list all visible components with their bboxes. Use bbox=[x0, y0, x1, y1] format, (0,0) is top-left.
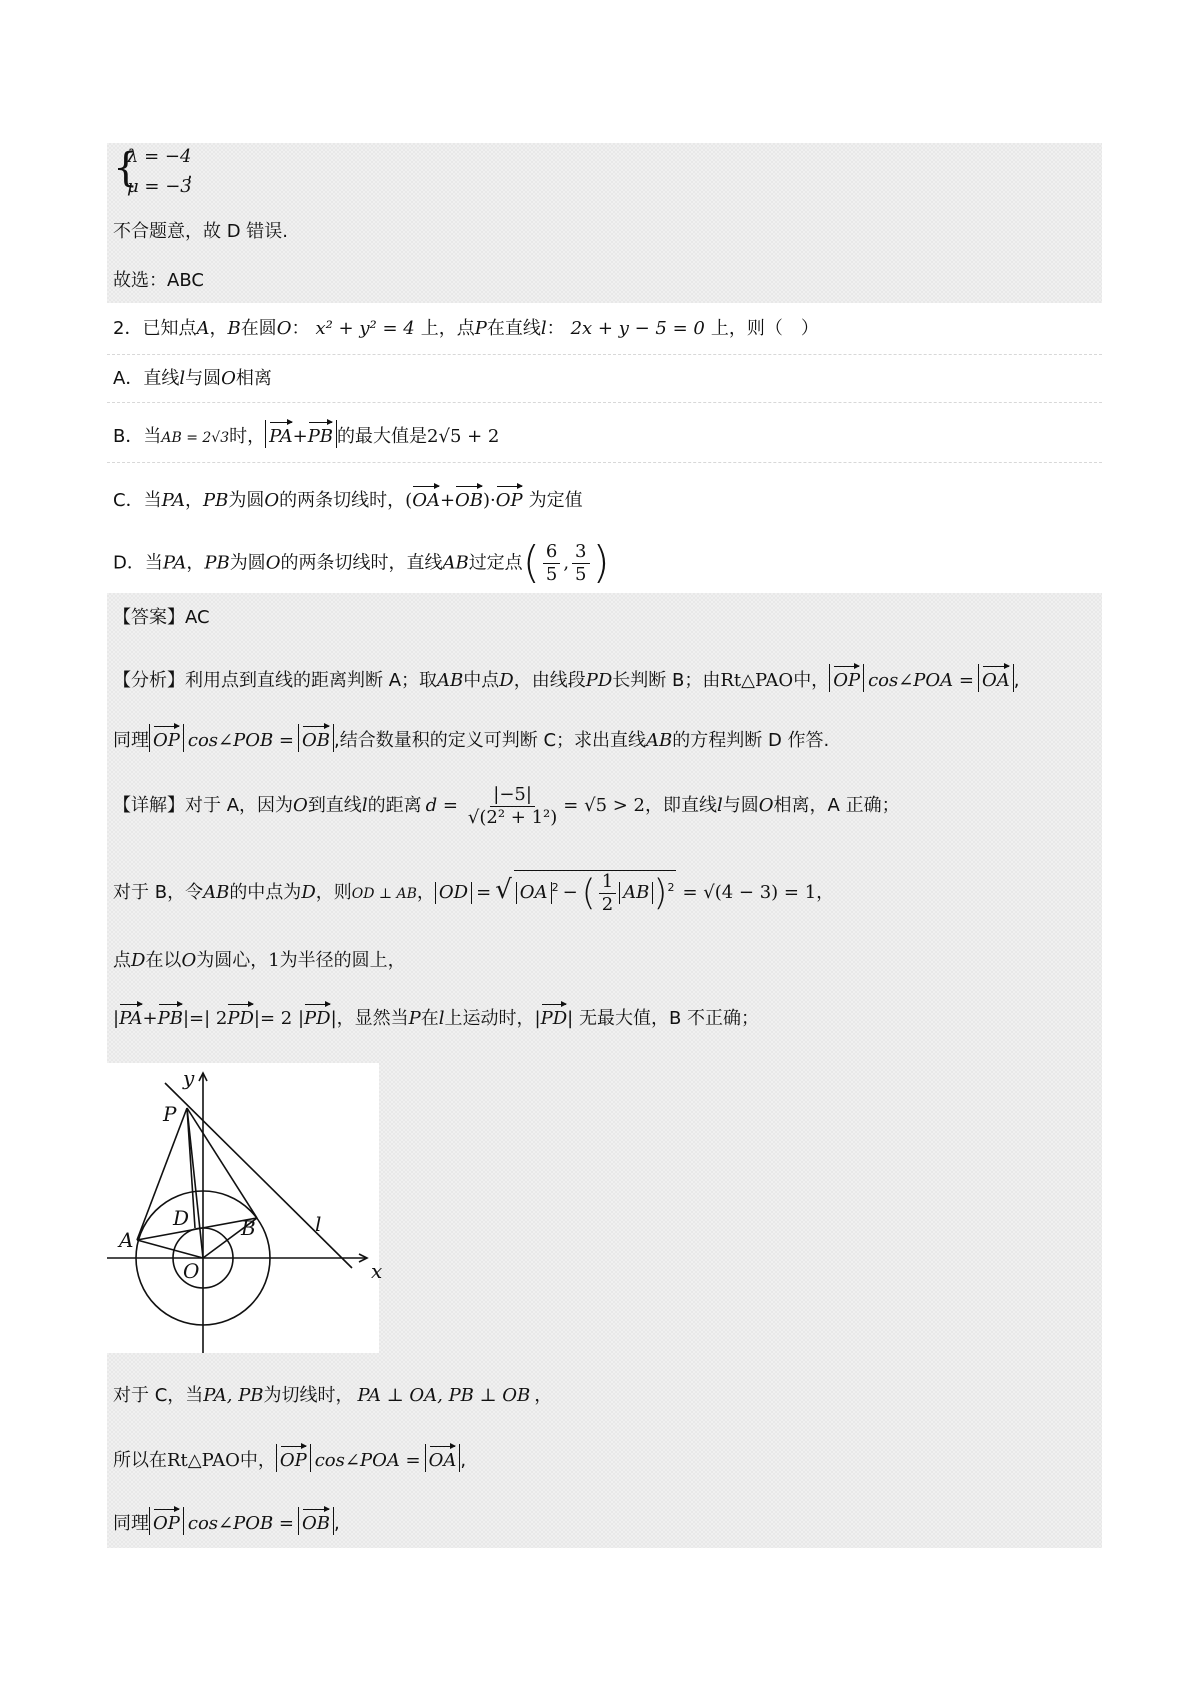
option-text: 的两条切线时，直线 bbox=[280, 552, 443, 574]
fraction-y: $\frac{3}{5}$ bbox=[572, 541, 589, 585]
plus: + bbox=[439, 490, 456, 511]
option-text: 当 bbox=[143, 490, 162, 511]
option-text: 相离 bbox=[235, 368, 272, 389]
option-text: 的最大值是 bbox=[337, 426, 428, 447]
analysis-line-1: 【分析】利用点到直线的距离判断 A；取AB中点D，由线段PD长判断 B；由Rt△PAO中， OP cos∠POA = OA , bbox=[113, 664, 1019, 692]
line-l: l bbox=[540, 318, 547, 339]
option-text: 为圆 bbox=[228, 490, 265, 511]
label-y: y bbox=[183, 1066, 195, 1090]
condition: AB = 2√3 bbox=[161, 430, 230, 446]
chord-AB bbox=[137, 1218, 257, 1240]
option-text: 时， bbox=[229, 426, 266, 447]
stem-text: 上，则（ ） bbox=[710, 318, 819, 339]
option-A bbox=[113, 368, 272, 390]
detail-vector-sum: |PA+PB|=| 2PD|= 2 |PD|，显然当P在l上运动时，|PD| 无最大值，B 不正确； bbox=[113, 1002, 759, 1030]
detail-B: 对于 B，令AB的中点为D，则OD ⊥ AB， OD = √ OA $^2$ − ( $\frac{1}{2}$ AB )$^2$ = √(4 − 3) = 1， bbox=[113, 871, 835, 915]
detail-C-3: 同理 OP cos∠POB = OB , bbox=[113, 1507, 340, 1535]
stem-text: 上，点 bbox=[420, 318, 475, 339]
detail-circle: 点D在以O为圆心，1为半径的圆上， bbox=[113, 950, 406, 971]
stem-text: 在圆 bbox=[240, 318, 277, 339]
option-text: 的两条切线时， bbox=[279, 490, 406, 511]
system-mu: μ = −3 bbox=[127, 176, 192, 197]
vector-OP: OP bbox=[496, 484, 523, 512]
vector-OA: OA bbox=[412, 484, 440, 512]
option-text: ， bbox=[185, 490, 204, 511]
point-B: B bbox=[227, 318, 241, 339]
label-D: D bbox=[173, 1206, 190, 1230]
segment-PB: PB bbox=[204, 552, 230, 574]
segment-PA: PA bbox=[161, 490, 186, 511]
stem-text: ： bbox=[546, 318, 565, 339]
system-lambda: λ = −4 bbox=[127, 146, 192, 167]
paren: ( bbox=[405, 490, 413, 511]
option-label: B． bbox=[113, 426, 144, 447]
option-D: D．当PA，PB为圆O的两条切线时，直线AB过定点( $\frac{6}{5}$ , $\frac{3}{5}$ ) bbox=[113, 537, 610, 588]
line-equation: 2x + y − 5 = 0 bbox=[570, 318, 705, 339]
option-text: 过定点 bbox=[468, 552, 523, 574]
fraction-x: $\frac{6}{5}$ bbox=[543, 541, 560, 585]
stem-text: 已知点 bbox=[142, 318, 197, 339]
point-P: P bbox=[474, 318, 487, 339]
option-B bbox=[113, 420, 499, 448]
vector-PB: PB bbox=[308, 420, 333, 448]
option-text: 当 bbox=[143, 426, 162, 447]
brace: { bbox=[113, 145, 139, 191]
circle-equation: x² + y² = 4 bbox=[315, 318, 415, 339]
stem-text: ： bbox=[291, 318, 310, 339]
prev-choice: 故选：ABC bbox=[113, 270, 204, 291]
divider bbox=[107, 354, 1102, 355]
vector-OB: OB bbox=[455, 484, 483, 512]
option-text: 为圆 bbox=[229, 552, 266, 574]
circle-O: O bbox=[265, 552, 281, 574]
label-x: x bbox=[371, 1259, 383, 1283]
answer-value: AC bbox=[185, 607, 210, 628]
analysis-text: 利用点到直线的距离判断 A；取 bbox=[185, 670, 438, 691]
option-label: A． bbox=[113, 368, 144, 389]
detail-A: 【详解】对于 A，因为O到直线l的距离 d = $\frac{|-5|}{\text{√(2² + 1²)}}$ = √5 > 2，即直线l与圆O相离，A 正确； bbox=[113, 784, 900, 828]
detail-C-1: 对于 C，当PA, PB为切线时， PA ⊥ OA, PB ⊥ OB ， bbox=[113, 1385, 553, 1406]
point-A: A bbox=[196, 318, 210, 339]
segment-OA bbox=[137, 1240, 203, 1258]
question-number: 2． bbox=[113, 318, 143, 339]
option-text: ， bbox=[186, 552, 205, 574]
option-text: 与圆 bbox=[185, 368, 222, 389]
option-C bbox=[113, 484, 583, 512]
circle-O: O bbox=[264, 490, 280, 511]
system-comma: , bbox=[187, 162, 193, 183]
label-B: B bbox=[241, 1216, 256, 1240]
figure-svg bbox=[107, 1063, 383, 1353]
geometry-figure bbox=[107, 1063, 383, 1353]
divider bbox=[107, 402, 1102, 403]
detail-C-2: 所以在Rt△PAO中， OP cos∠POA = OA , bbox=[113, 1444, 466, 1472]
stem-text: 在直线 bbox=[486, 318, 541, 339]
answer bbox=[113, 607, 210, 629]
plus: + bbox=[292, 426, 308, 447]
analysis-label: 【分析】 bbox=[113, 670, 185, 691]
option-label: C． bbox=[113, 490, 144, 511]
segment-PA: PA bbox=[162, 552, 187, 574]
analysis-line-2: 同理 OP cos∠POB = OB ,结合数量积的定义可判断 C；求出直线AB的方程判断 D 作答. bbox=[113, 724, 829, 752]
line-l bbox=[165, 1083, 352, 1268]
circle-O: O bbox=[276, 318, 292, 339]
label-A: A bbox=[119, 1228, 134, 1252]
option-text: 直线 bbox=[143, 368, 180, 389]
divider bbox=[107, 462, 1102, 463]
max-value: 2√5 + 2 bbox=[427, 426, 500, 447]
option-text: 当 bbox=[144, 552, 163, 574]
label-O: O bbox=[183, 1259, 200, 1283]
answer-label: 【答案】 bbox=[113, 607, 185, 628]
stem-text: ， bbox=[209, 318, 228, 339]
option-label: D． bbox=[113, 552, 145, 574]
option-text: 为定值 bbox=[528, 490, 583, 511]
line-AB: AB bbox=[442, 552, 469, 574]
detail-label: 【详解】 bbox=[113, 795, 185, 817]
prev-conclusion: 不合题意，故 D 错误. bbox=[113, 221, 289, 242]
line-l: l bbox=[179, 368, 186, 389]
paren: )· bbox=[483, 490, 496, 511]
question-stem bbox=[113, 318, 819, 340]
circle-O: O bbox=[221, 368, 236, 389]
label-l: l bbox=[315, 1212, 322, 1236]
distance-fraction: $\frac{|-5|}{\text{√(2² + 1²)}}$ bbox=[467, 784, 558, 828]
vector-PA: PA bbox=[269, 420, 292, 448]
segment-PB: PB bbox=[203, 490, 229, 511]
label-P: P bbox=[163, 1102, 177, 1126]
